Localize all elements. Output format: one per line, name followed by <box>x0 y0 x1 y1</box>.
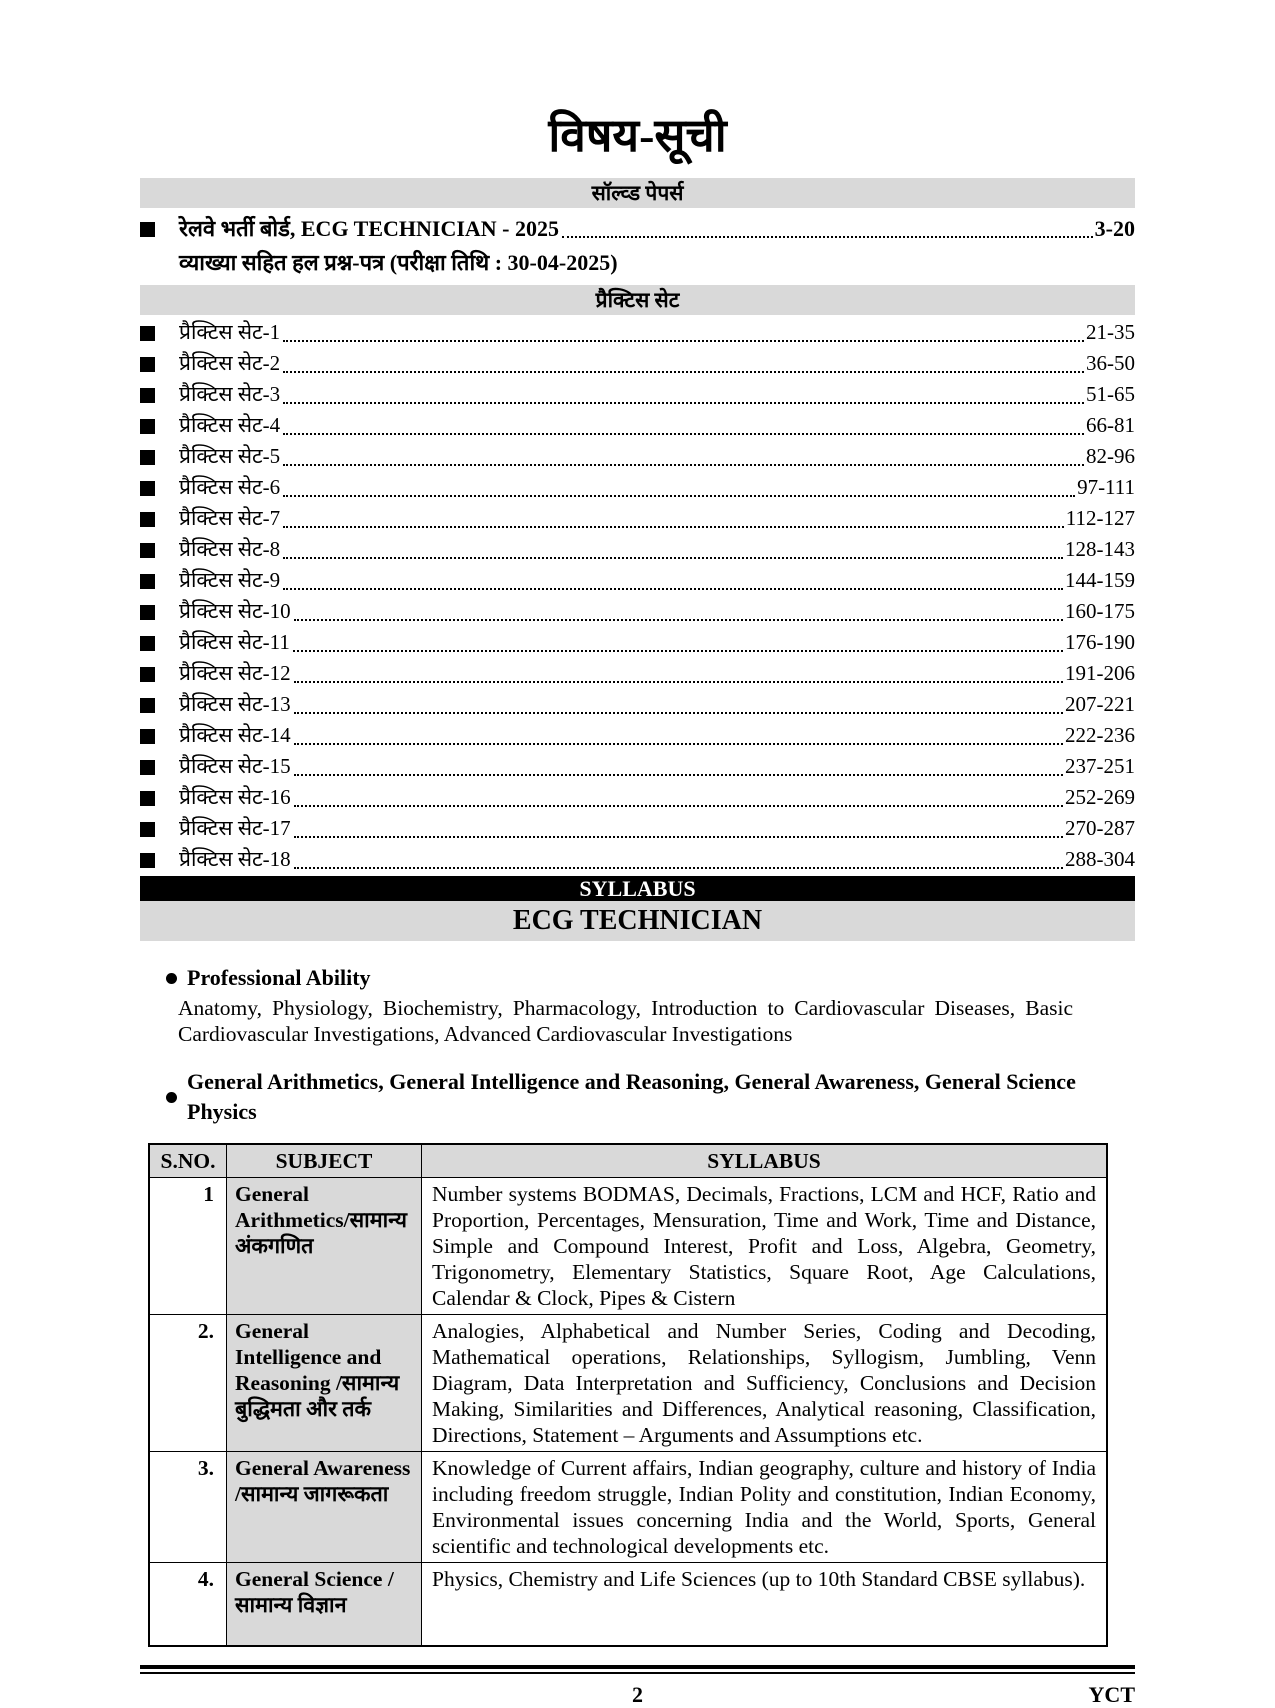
toc-entry-label: प्रैक्टिस सेट-17 <box>179 816 291 841</box>
square-bullet-icon <box>140 667 155 682</box>
dotted-leader <box>562 236 1093 238</box>
toc-entry-label: प्रैक्टिस सेट-4 <box>179 413 281 438</box>
row-sno: 3. <box>149 1452 227 1563</box>
row-syllabus: Knowledge of Current affairs, Indian geography, culture and history of India including freedom struggle, Indian Polity and constitution, Indian Economy, Environmental issues concerning India and the World, Sports, General scientific and technological developments etc. <box>422 1452 1108 1563</box>
syllabus-table <box>148 1143 1108 1647</box>
square-bullet-icon <box>140 512 155 527</box>
toc-entry-pages: 97-111 <box>1077 475 1135 500</box>
circle-bullet-icon <box>166 973 177 984</box>
square-bullet-icon <box>140 822 155 837</box>
solved-papers-section-header <box>140 178 1135 208</box>
toc-entry-practice-set-1 <box>140 318 1135 349</box>
professional-ability-body: Anatomy, Physiology, Biochemistry, Pharmacology, Introduction to Cardiovascular Diseases, Basic Cardiovascular Investigations, Advanced Cardiovascular Investigations <box>178 996 1073 1047</box>
toc-entry-pages: 237-251 <box>1065 754 1135 779</box>
toc-entry-label: प्रैक्टिस सेट-14 <box>179 723 291 748</box>
toc-entry-pages: 66-81 <box>1086 413 1135 438</box>
toc-entry-pages: 191-206 <box>1065 661 1135 686</box>
square-bullet-icon <box>140 574 155 589</box>
toc-entry-practice-set-7 <box>140 504 1135 535</box>
table-row <box>149 1563 1107 1647</box>
square-bullet-icon <box>140 636 155 651</box>
toc-entry-pages: 176-190 <box>1065 630 1135 655</box>
row-subject: General Science /सामान्य विज्ञान <box>227 1563 422 1647</box>
publisher-brand: YCT <box>1088 1682 1135 1708</box>
toc-entry-pages: 270-287 <box>1065 816 1135 841</box>
toc-entry-solved-paper <box>140 213 1135 245</box>
toc-entry-label: प्रैक्टिस सेट-13 <box>179 692 291 717</box>
dotted-leader <box>283 371 1084 373</box>
toc-entry-label: प्रैक्टिस सेट-11 <box>179 630 290 655</box>
dotted-leader <box>283 526 1064 528</box>
dotted-leader <box>294 805 1063 807</box>
square-bullet-icon <box>140 760 155 775</box>
toc-entry-practice-set-3 <box>140 380 1135 411</box>
toc-entry-pages: 222-236 <box>1065 723 1135 748</box>
toc-entry-label: प्रैक्टिस सेट-12 <box>179 661 291 686</box>
footer-divider <box>140 1665 1135 1674</box>
syllabus-block <box>140 963 1135 1647</box>
square-bullet-icon <box>140 729 155 744</box>
square-bullet-icon <box>140 543 155 558</box>
toc-entry-practice-set-2 <box>140 349 1135 380</box>
dotted-leader <box>294 619 1063 621</box>
table-row <box>149 1178 1107 1315</box>
header-subject: SUBJECT <box>227 1144 422 1178</box>
syllabus-section-title: SYLLABUS <box>579 876 696 902</box>
toc-entry-label: प्रैक्टिस सेट-2 <box>179 351 281 376</box>
toc-entry-practice-set-14 <box>140 721 1135 752</box>
square-bullet-icon <box>140 481 155 496</box>
toc-entry-practice-set-13 <box>140 690 1135 721</box>
dotted-leader <box>294 836 1063 838</box>
dotted-leader <box>294 681 1063 683</box>
page-title: विषय-सूची <box>548 110 727 161</box>
square-bullet-icon <box>140 791 155 806</box>
square-bullet-icon <box>140 605 155 620</box>
row-subject: General Awareness /सामान्य जागरूकता <box>227 1452 422 1563</box>
toc-entry-pages: 51-65 <box>1086 382 1135 407</box>
toc-entry-practice-set-6 <box>140 473 1135 504</box>
header-sno: S.NO. <box>149 1144 227 1178</box>
dotted-leader <box>283 495 1075 497</box>
square-bullet-icon <box>140 450 155 465</box>
dotted-leader <box>294 774 1063 776</box>
syllabus-subtitle: ECG TECHNICIAN <box>512 905 763 937</box>
row-syllabus: Number systems BODMAS, Decimals, Fractions, LCM and HCF, Ratio and Proportion, Percentages, Mensuration, Time and Work, Time and Distance, Simple and Compound Interest, Profit and Loss, Algebra, Geometry, Trigonometry, Elementary Statistics, Square Root, Age Calculations, Calendar & Clock, Pipes & Cistern <box>422 1178 1108 1315</box>
toc-entry-practice-set-9 <box>140 566 1135 597</box>
row-syllabus: Analogies, Alphabetical and Number Series, Coding and Decoding, Mathematical operations, Relationships, Syllogism, Jumbling, Venn Diagram, Data Interpretation and Sufficiency, Conclusions and Decision Making, Similarities and Differences, Analytical reasoning, Classification, Directions, Statement – Arguments and Assumptions etc. <box>422 1315 1108 1452</box>
square-bullet-icon <box>140 222 155 237</box>
dotted-leader <box>283 433 1084 435</box>
dotted-leader <box>283 588 1063 590</box>
row-sno: 4. <box>149 1563 227 1647</box>
toc-entry-pages: 252-269 <box>1065 785 1135 810</box>
practice-sets-section-title: प्रैक्टिस सेट <box>595 288 680 313</box>
table-row <box>149 1452 1107 1563</box>
syllabus-subheader <box>140 901 1135 941</box>
toc-entry-label: प्रैक्टिस सेट-15 <box>179 754 291 779</box>
dotted-leader <box>283 464 1084 466</box>
row-sno: 2. <box>149 1315 227 1452</box>
toc-entry-label: प्रैक्टिस सेट-1 <box>179 320 281 345</box>
dotted-leader <box>283 557 1063 559</box>
professional-ability-heading: Professional Ability <box>187 965 371 991</box>
toc-page <box>140 0 1135 1708</box>
dotted-leader <box>294 712 1063 714</box>
toc-entry-practice-set-8 <box>140 535 1135 566</box>
toc-entry-pages: 21-35 <box>1086 320 1135 345</box>
toc-entry-pages: 82-96 <box>1086 444 1135 469</box>
toc-entry-label: प्रैक्टिस सेट-10 <box>179 599 291 624</box>
dotted-leader <box>293 650 1063 652</box>
toc-entry-pages: 207-221 <box>1065 692 1135 717</box>
toc-entry-label: प्रैक्टिस सेट-16 <box>179 785 291 810</box>
toc-entry-practice-set-11 <box>140 628 1135 659</box>
square-bullet-icon <box>140 853 155 868</box>
toc-entry-label: प्रैक्टिस सेट-8 <box>179 537 281 562</box>
square-bullet-icon <box>140 388 155 403</box>
solved-papers-section-title: सॉल्व्ड पेपर्स <box>591 181 684 206</box>
toc-entry-pages: 128-143 <box>1065 537 1135 562</box>
table-row <box>149 1315 1107 1452</box>
toc-entry-pages: 36-50 <box>1086 351 1135 376</box>
solved-paper-subtitle: व्याख्या सहित हल प्रश्न-पत्र (परीक्षा तिथि : 30-04-2025) <box>179 250 618 276</box>
toc-entry-label: रेलवे भर्ती बोर्ड, ECG TECHNICIAN - 2025 <box>179 216 560 242</box>
toc-entry-practice-set-4 <box>140 411 1135 442</box>
general-subjects-heading-line <box>166 1067 1135 1127</box>
page-number: 2 <box>632 1682 643 1708</box>
header-syllabus: SYLLABUS <box>422 1144 1108 1178</box>
dotted-leader <box>283 402 1084 404</box>
square-bullet-icon <box>140 357 155 372</box>
toc-entry-label: प्रैक्टिस सेट-3 <box>179 382 281 407</box>
toc-entry-pages: 3-20 <box>1094 216 1135 242</box>
practice-set-list <box>140 318 1135 876</box>
toc-entry-pages: 288-304 <box>1065 847 1135 872</box>
circle-bullet-icon <box>166 1092 177 1103</box>
toc-entry-practice-set-10 <box>140 597 1135 628</box>
square-bullet-icon <box>140 326 155 341</box>
toc-entry-label: प्रैक्टिस सेट-6 <box>179 475 281 500</box>
toc-entry-practice-set-18 <box>140 845 1135 876</box>
row-subject: General Intelligence and Reasoning /सामान्य बुद्धिमता और तर्क <box>227 1315 422 1452</box>
toc-entry-practice-set-15 <box>140 752 1135 783</box>
table-header-row <box>149 1144 1107 1178</box>
dotted-leader <box>294 743 1063 745</box>
toc-entry-label: प्रैक्टिस सेट-7 <box>179 506 281 531</box>
syllabus-section-header <box>140 876 1135 901</box>
toc-entry-label: प्रैक्टिस सेट-18 <box>179 847 291 872</box>
toc-entry-pages: 112-127 <box>1065 506 1135 531</box>
professional-ability-heading-line <box>166 963 1135 993</box>
toc-entry-label: प्रैक्टिस सेट-5 <box>179 444 281 469</box>
toc-entry-practice-set-16 <box>140 783 1135 814</box>
page-footer <box>140 1682 1135 1708</box>
toc-entry-pages: 144-159 <box>1065 568 1135 593</box>
toc-entry-practice-set-17 <box>140 814 1135 845</box>
square-bullet-icon <box>140 419 155 434</box>
row-syllabus: Physics, Chemistry and Life Sciences (up to 10th Standard CBSE syllabus). <box>422 1563 1108 1647</box>
row-sno: 1 <box>149 1178 227 1315</box>
toc-entry-practice-set-5 <box>140 442 1135 473</box>
toc-entry-pages: 160-175 <box>1065 599 1135 624</box>
dotted-leader <box>294 867 1063 869</box>
practice-sets-section-header <box>140 285 1135 315</box>
row-subject: General Arithmetics/सामान्य अंकगणित <box>227 1178 422 1315</box>
square-bullet-icon <box>140 698 155 713</box>
general-subjects-heading: General Arithmetics, General Intelligence and Reasoning, General Awareness, General Science Physics <box>187 1069 1076 1125</box>
toc-entry-label: प्रैक्टिस सेट-9 <box>179 568 281 593</box>
toc-entry-practice-set-12 <box>140 659 1135 690</box>
dotted-leader <box>283 340 1084 342</box>
